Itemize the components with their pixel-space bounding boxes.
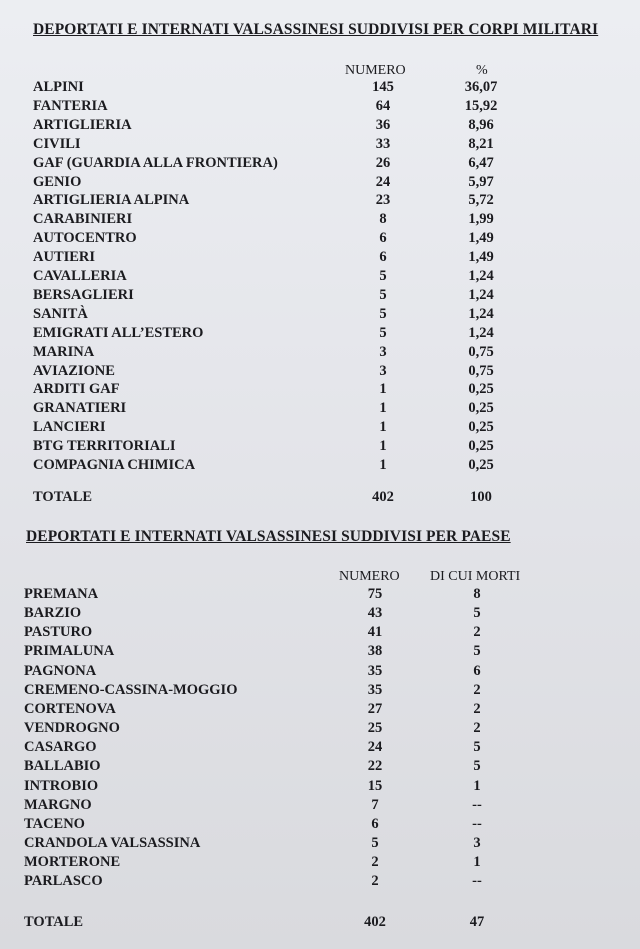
table-row — [0, 230, 640, 249]
table-row — [0, 835, 640, 854]
row-name: GRANATIERI — [33, 400, 127, 417]
row-name: BERSAGLIERI — [33, 286, 134, 303]
row-name: VENDROGNO — [24, 720, 120, 737]
table-row — [0, 854, 640, 873]
row-numero: 15 — [367, 777, 383, 794]
row-numero: 6 — [379, 230, 387, 247]
row-numero: 25 — [367, 720, 383, 737]
table-row — [0, 797, 640, 816]
row-percent: 1,49 — [468, 249, 494, 266]
row-numero: 8 — [379, 211, 387, 228]
row-name: EMIGRATI ALL’ESTERO — [33, 324, 204, 341]
row-morti: 5 — [473, 643, 481, 660]
table-row — [0, 663, 640, 682]
row-morti: 5 — [473, 758, 481, 775]
table-row — [0, 586, 640, 605]
table2-header-morti: DI CUI MORTI — [430, 569, 521, 584]
row-numero: 1 — [379, 457, 387, 473]
row-name: CREMENO-CASSINA-MOGGIO — [24, 681, 238, 698]
row-name: CAVALLERIA — [33, 268, 127, 284]
table-row — [0, 816, 640, 835]
row-percent: 8,21 — [468, 135, 494, 152]
row-percent: 36,07 — [464, 79, 498, 95]
table1-total-percent: 100 — [470, 489, 492, 505]
row-name: MARINA — [33, 343, 95, 360]
row-percent: 1,24 — [468, 305, 494, 322]
row-percent: 1,99 — [468, 211, 494, 228]
row-numero: 7 — [371, 796, 379, 813]
row-percent: 0,25 — [468, 400, 494, 417]
row-numero: 64 — [375, 97, 391, 114]
table2-total-morti: 47 — [469, 914, 485, 930]
row-percent: 15,92 — [464, 97, 498, 114]
table-row — [0, 381, 640, 400]
table1-title: DEPORTATI E INTERNATI VALSASSINESI SUDDIVISI PER CORPI MILITARI — [33, 21, 599, 38]
row-numero: 36 — [375, 116, 391, 133]
row-numero: 5 — [379, 286, 387, 303]
table2-title: DEPORTATI E INTERNATI VALSASSINESI SUDDIVISI PER PAESE — [26, 528, 511, 545]
row-numero: 35 — [367, 681, 383, 698]
table-row — [0, 758, 640, 777]
row-name: PAGNONA — [24, 662, 97, 679]
row-numero: 1 — [379, 419, 387, 436]
row-name: ARTIGLIERIA — [33, 116, 132, 133]
row-numero: 5 — [379, 268, 387, 284]
row-percent: 0,75 — [468, 343, 494, 360]
row-morti: -- — [472, 815, 482, 832]
table-row — [0, 438, 640, 457]
table-row — [0, 344, 640, 363]
row-numero: 24 — [375, 173, 391, 190]
row-percent: 0,75 — [468, 362, 494, 379]
table1-header-percent: % — [476, 63, 488, 78]
table-row — [0, 643, 640, 662]
row-morti: 8 — [473, 586, 481, 602]
row-name: PASTURO — [24, 624, 93, 641]
row-numero: 5 — [379, 305, 387, 322]
row-name: BARZIO — [24, 605, 82, 622]
table1-total-label: TOTALE — [33, 489, 93, 505]
row-name: CRANDOLA VALSASSINA — [24, 834, 201, 851]
row-morti: -- — [472, 796, 482, 813]
row-percent: 6,47 — [468, 154, 494, 171]
row-numero: 6 — [371, 815, 379, 832]
row-numero: 3 — [379, 343, 387, 360]
row-numero: 24 — [367, 739, 383, 756]
row-name: AVIAZIONE — [33, 362, 115, 379]
row-name: TACENO — [24, 815, 85, 832]
table1-header-numero: NUMERO — [345, 63, 406, 78]
row-name: LANCIERI — [33, 419, 106, 436]
table-row — [0, 98, 640, 117]
row-numero: 43 — [367, 605, 383, 622]
row-numero: 23 — [375, 192, 391, 209]
row-name: INTROBIO — [24, 777, 99, 794]
row-numero: 27 — [367, 700, 383, 717]
table-row — [0, 211, 640, 230]
row-morti: 6 — [473, 662, 481, 679]
row-numero: 26 — [375, 154, 391, 171]
row-name: BALLABIO — [24, 758, 101, 775]
table-row — [0, 325, 640, 344]
table2-total-label: TOTALE — [24, 914, 84, 930]
table-row — [0, 192, 640, 211]
table-row — [0, 778, 640, 797]
row-percent: 1,24 — [468, 286, 494, 303]
table-row — [0, 400, 640, 419]
row-name: CARABINIERI — [33, 211, 133, 228]
table-row — [0, 605, 640, 624]
table-row — [0, 701, 640, 720]
row-morti: 2 — [473, 624, 481, 641]
row-morti: 3 — [473, 834, 481, 851]
table-row — [0, 682, 640, 701]
table-row — [0, 419, 640, 438]
table-row — [0, 79, 640, 98]
table2-total-numero: 402 — [364, 914, 386, 930]
table-row — [0, 739, 640, 758]
table-row — [0, 720, 640, 739]
row-numero: 145 — [372, 79, 394, 95]
row-name: PRIMALUNA — [24, 643, 115, 660]
row-percent: 5,97 — [468, 173, 494, 190]
table-row — [0, 624, 640, 643]
row-morti: 2 — [473, 700, 481, 717]
row-name: ALPINI — [33, 79, 84, 95]
row-name: BTG TERRITORIALI — [33, 438, 176, 455]
row-name: ARDITI GAF — [33, 381, 120, 398]
row-numero: 22 — [367, 758, 383, 775]
row-morti: 5 — [473, 739, 481, 756]
row-percent: 0,25 — [468, 419, 494, 436]
row-numero: 2 — [371, 873, 379, 890]
table-row — [0, 363, 640, 382]
row-morti: 2 — [473, 681, 481, 698]
row-name: CIVILI — [33, 135, 81, 152]
table-row — [0, 155, 640, 174]
table2-header-numero: NUMERO — [339, 569, 400, 584]
row-name: FANTERIA — [33, 97, 108, 114]
row-name: MARGNO — [24, 796, 92, 813]
row-percent: 0,25 — [468, 438, 494, 455]
table1-total-numero: 402 — [372, 489, 394, 505]
row-percent: 8,96 — [468, 116, 494, 133]
row-numero: 1 — [379, 438, 387, 455]
row-numero: 6 — [379, 249, 387, 266]
table-row — [0, 174, 640, 193]
row-name: MORTERONE — [24, 854, 121, 871]
row-numero: 1 — [379, 400, 387, 417]
row-name: SANITÀ — [33, 305, 88, 322]
row-percent: 0,25 — [468, 457, 494, 473]
row-numero: 2 — [371, 854, 379, 871]
row-name: PREMANA — [24, 586, 99, 602]
table-row — [0, 117, 640, 136]
row-numero: 75 — [367, 586, 383, 602]
row-percent: 1,49 — [468, 230, 494, 247]
table-row — [0, 136, 640, 155]
row-name: AUTIERI — [33, 249, 96, 266]
row-morti: 1 — [473, 777, 481, 794]
row-morti: 2 — [473, 720, 481, 737]
row-percent: 1,24 — [468, 324, 494, 341]
row-percent: 1,24 — [468, 268, 494, 284]
table-row — [0, 268, 640, 287]
table-row — [0, 249, 640, 268]
row-numero: 1 — [379, 381, 387, 398]
table-row — [0, 457, 640, 476]
row-name: GENIO — [33, 173, 82, 190]
row-numero: 3 — [379, 362, 387, 379]
row-name: GAF (GUARDIA ALLA FRONTIERA) — [33, 154, 278, 171]
row-numero: 5 — [371, 834, 379, 851]
table-row — [0, 287, 640, 306]
row-name: CORTENOVA — [24, 700, 116, 717]
row-morti: 1 — [473, 854, 481, 871]
row-name: ARTIGLIERIA ALPINA — [33, 192, 190, 209]
row-numero: 38 — [367, 643, 383, 660]
row-numero: 33 — [375, 135, 391, 152]
row-numero: 35 — [367, 662, 383, 679]
row-morti: 5 — [473, 605, 481, 622]
row-numero: 41 — [367, 624, 383, 641]
row-numero: 5 — [379, 324, 387, 341]
table-row — [0, 306, 640, 325]
row-morti: -- — [472, 873, 482, 890]
row-name: CASARGO — [24, 739, 97, 756]
table-row — [0, 873, 640, 892]
row-percent: 0,25 — [468, 381, 494, 398]
row-name: AUTOCENTRO — [33, 230, 137, 247]
row-percent: 5,72 — [468, 192, 494, 209]
row-name: COMPAGNIA CHIMICA — [33, 457, 196, 473]
row-name: PARLASCO — [24, 873, 103, 890]
